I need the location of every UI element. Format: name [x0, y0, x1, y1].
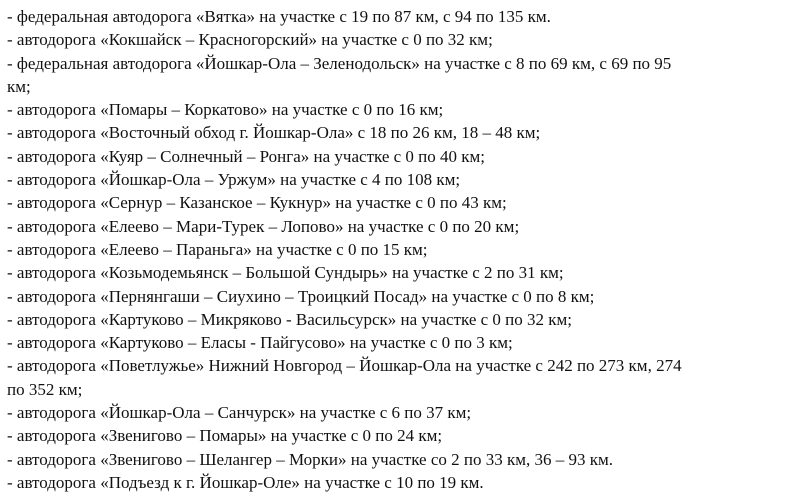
road-line-zvenigovo-pomary: - автодорога «Звенигово – Помары» на участке с 0 по 24 км; — [7, 426, 443, 446]
road-line-yoshkar-ola-sanchursk: - автодорога «Йошкар-Ола – Санчурск» на участке с 6 по 37 км; — [7, 403, 472, 423]
road-line-yoshkar-ola-urzhum: - автодорога «Йошкар-Ола – Уржум» на участке с 4 по 108 км; — [7, 170, 461, 190]
road-line-federal-yoshkar-ola-zelenodolsk-cont: км; — [7, 76, 31, 96]
road-line-federal-yoshkar-ola-zelenodolsk: - федеральная автодорога «Йошкар-Ола – Зеленодольск» на участке с 8 по 69 км, с 69 по 95 — [7, 53, 672, 73]
road-line-zvenigovo-morki: - автодорога «Звенигово – Шелангер – Морки» на участке со 2 по 33 км, 36 – 93 км. — [7, 449, 614, 469]
road-line-podezd-yoshkar-ola: - автодорога «Подъезд к г. Йошкар-Оле» на участке с 10 по 19 км. — [7, 472, 484, 492]
road-line-kartukovo-vasilsursk: - автодорога «Картуково – Микряково - Васильсурск» на участке с 0 по 32 км; — [7, 309, 573, 329]
road-line-pomary-korkatovo: - автодорога «Помары – Коркатово» на участке с 0 по 16 км; — [7, 100, 444, 120]
road-line-eleevo-lopovo: - автодорога «Елеево – Мари-Турек – Лопово» на участке с 0 по 20 км; — [7, 216, 520, 236]
road-line-povetluzhye: - автодорога «Поветлужье» Нижний Новгород – Йошкар-Ола на участке с 242 по 273 км, 274 — [7, 356, 682, 376]
road-line-federal-vyatka: - федеральная автодорога «Вятка» на участке с 19 по 87 км, с 94 по 135 км. — [7, 7, 551, 26]
road-line-vostochny-obkhod: - автодорога «Восточный обход г. Йошкар-Ола» с 18 по 26 км, 18 – 48 км; — [7, 123, 541, 143]
road-line-sernur-kuknur: - автодорога «Сернур – Казанское – Кукнур» на участке с 0 по 43 км; — [7, 193, 507, 213]
road-line-kartukovo-paygusovo: - автодорога «Картуково – Еласы - Пайгусово» на участке с 0 по 3 км; — [7, 333, 513, 353]
road-line-povetluzhye-cont: по 352 км; — [7, 379, 83, 399]
road-line-kuyar-ronga: - автодорога «Куяр – Солнечный – Ронга» на участке с 0 по 40 км; — [7, 146, 486, 166]
road-line-pernyangashi: - автодорога «Пернянгаши – Сиухино – Троицкий Посад» на участке с 0 по 8 км; — [7, 286, 595, 306]
road-line-kozmodemyansk: - автодорога «Козьмодемьянск – Большой Сундырь» на участке с 2 по 31 км; — [7, 263, 564, 283]
road-line-kokshaysk: - автодорога «Кокшайск – Красногорский» на участке с 0 по 32 км; — [7, 30, 493, 50]
road-line-eleevo-paranga: - автодорога «Елеево – Параньга» на участке с 0 по 15 км; — [7, 239, 428, 259]
